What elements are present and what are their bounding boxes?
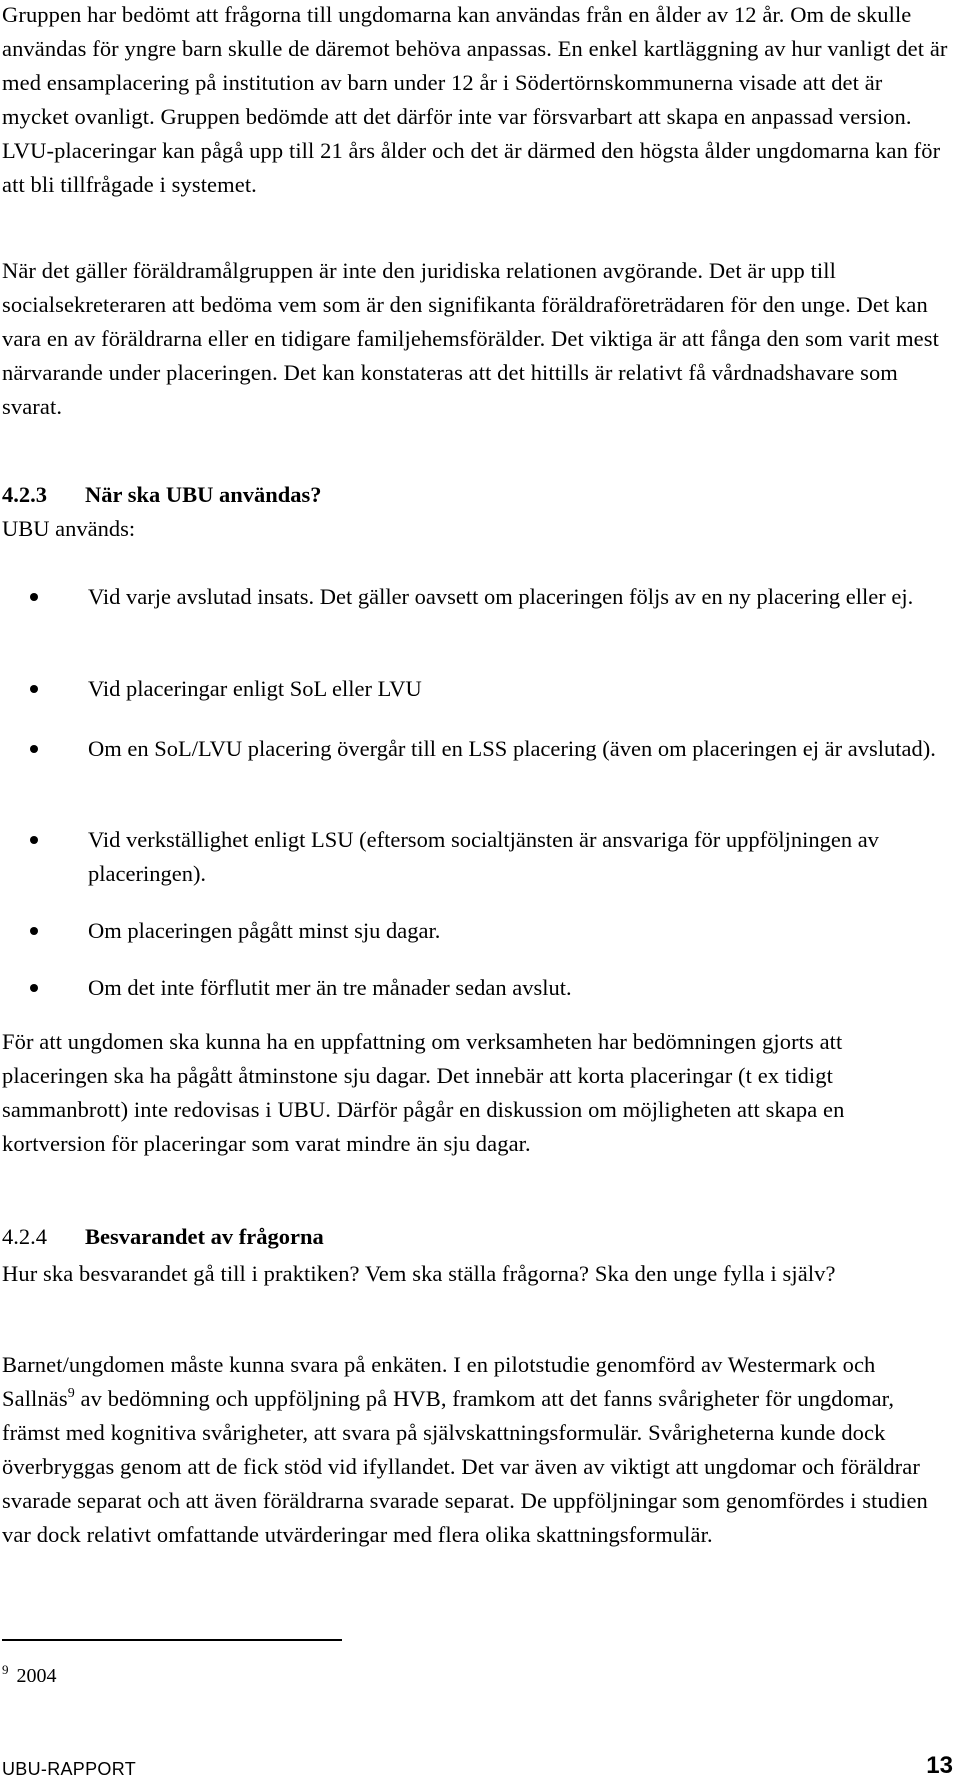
bullet-icon (30, 593, 38, 601)
section-heading-4-2-3 (2, 478, 322, 512)
footnote-reference[interactable]: 9 (67, 1386, 75, 1401)
list-item-text: Om placeringen pågått minst sju dagar. (88, 918, 441, 943)
section-title: När ska UBU användas? (85, 482, 322, 507)
bullet-icon (30, 836, 38, 844)
paragraph-text: Gruppen har bedömt att frågorna till ungdomarna kan användas från en ålder av 12 år. Om de skulle användas för yngre barn skulle de däremot behöva anpassas. En enkel kartläggning av hur vanligt det är med ensamplacering på institution av barn under 12 år i Södertörnskommunerna visade att det är mycket ovanligt. Gruppen bedömde att det därför inte var försvarbart att skapa en anpassad version. LVU-placeringar kan pågå upp till 21 års ålder och det är därmed den högsta ålder ungdomarna kan för att bli tillfrågade i systemet. (2, 2, 948, 197)
footnote-text: 2004 (16, 1665, 57, 1687)
paragraph-text: För att ungdomen ska kunna ha en uppfattning om verksamheten har bedömningen gjorts att placeringen ska ha pågått åtminstone sju dagar. Det innebär att korta placeringar (t ex tidigt sammanbrott) inte redovisas i UBU. Därför pågår en diskussion om möjligheten att skapa en kortversion för placeringar som varat mindre än sju dagar. (2, 1029, 845, 1156)
bullet-icon (30, 745, 38, 753)
paragraph-text-part: av bedömning och uppföljning på HVB, framkom att det fanns svårigheter för ungdomar, främst med kognitiva svårigheter, att svara på självskattningsformulär. Svårigheterna kunde dock överbryggas genom att de fick stöd vid ifyllandet. Det var även av viktigt att ungdomar och föräldrar svarade separat och att även föräldrarna svarade separat. De uppföljningar som genomfördes i studien var dock relativt omfattande utvärderingar med flera olika skattningsformulär. (2, 1386, 928, 1547)
section-number: 4.2.4 (2, 1224, 47, 1249)
list-item-text: Vid verkställighet enligt LSU (eftersom socialtjänsten är ansvariga för uppföljningen av placeringen). (88, 827, 879, 886)
bullet-icon (30, 927, 38, 935)
section-number: 4.2.3 (2, 482, 47, 507)
paragraph-text-part: Barnet/ungdomen måste kunna svara på enkäten. I en pilotstudie genomförd av Westermark och Sallnäs (2, 1352, 876, 1411)
list-item-text: Vid placeringar enligt SoL eller LVU (88, 676, 422, 701)
paragraph-parent-target-group (2, 254, 952, 424)
bullet-icon (30, 984, 38, 992)
list-item-text: Om det inte förflutit mer än tre månader sedan avslut. (88, 975, 572, 1000)
list-item-text: Om en SoL/LVU placering övergår till en LSS placering (även om placeringen ej är avslutad). (88, 736, 936, 761)
bullet-icon (30, 685, 38, 693)
footnote-number: 9 (2, 1662, 9, 1677)
paragraph-text (2, 1348, 952, 1552)
list-item-text: Vid varje avslutad insats. Det gäller oavsett om placeringen följs av en ny placering eller ej. (88, 584, 914, 609)
paragraph-age-limit (2, 0, 952, 202)
list-lead-text: UBU används: (2, 516, 136, 541)
paragraph-text: När det gäller föräldramålgruppen är inte den juridiska relationen avgörande. Det är upp till socialsekreteraren att bedöma vem som är den signifikanta föräldraföreträdaren för den unge. Det kan vara en av föräldrarna eller en tidigare familjehemsförälder. Det viktiga är att fånga den som varit mest närvarande under placeringen. Det kan konstateras att det hittills är relativt få vårdnadshavare som svarat. (2, 258, 939, 419)
paragraph-questions (2, 1257, 952, 1291)
footnote-separator (2, 1639, 342, 1641)
section-heading-4-2-4 (2, 1220, 324, 1254)
paragraph-seven-days (2, 1025, 952, 1161)
section-title: Besvarandet av frågorna (85, 1224, 324, 1249)
page-number: 13 (926, 1752, 953, 1779)
footer-report-title: UBU-RAPPORT (2, 1759, 136, 1779)
paragraph-text: Hur ska besvarandet gå till i praktiken? Vem ska ställa frågorna? Ska den unge fylla i själv? (2, 1261, 836, 1286)
paragraph-pilot-study (2, 1348, 952, 1552)
footnote (2, 1656, 57, 1690)
